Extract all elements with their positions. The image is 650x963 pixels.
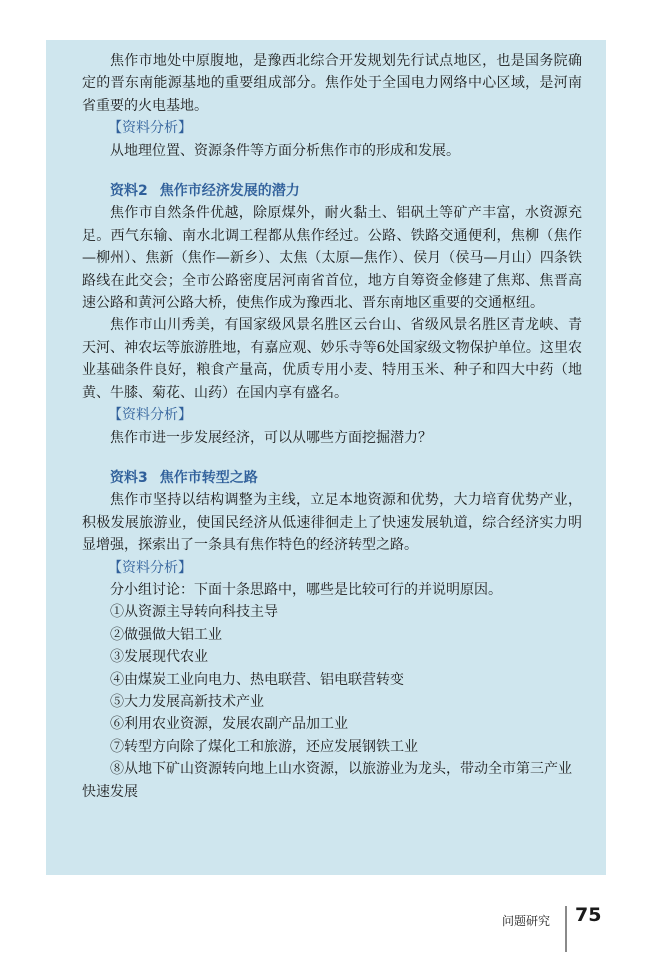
section-paragraph: 焦作市山川秀美，有国家级风景名胜区云台山、省级风景名胜区青龙峡、青天河、神农坛等旅游胜地，有嘉应观、妙乐寺等6处国家级文物保护单位。这里农业基础条件良好，粮食产量高，优质专用小麦、特用玉米、种子和四大中药（地黄、牛膝、菊花、山药）在国内享有盛名。 bbox=[82, 317, 582, 401]
discussion-prompt: 分小组讨论：下面十条思路中，哪些是比较可行的并说明原因。 bbox=[110, 581, 502, 598]
list-item: ③发展现代农业 bbox=[110, 649, 208, 666]
list-item: ④由煤炭工业向电力、热电联营、铝电联营转变 bbox=[110, 671, 404, 688]
section-heading bbox=[110, 467, 582, 489]
section-number: 资料3 bbox=[110, 469, 148, 486]
list-item: ⑥利用农业资源，发展农副产品加工业 bbox=[110, 716, 348, 733]
option-list bbox=[82, 601, 582, 803]
page-number: 75 bbox=[575, 904, 602, 926]
analysis-question: 从地理位置、资源条件等方面分析焦作市的形成和发展。 bbox=[110, 142, 460, 159]
footer-label: 问题研究 bbox=[501, 914, 550, 928]
analysis-question: 焦作市进一步发展经济，可以从哪些方面挖掘潜力？ bbox=[110, 429, 432, 446]
section-number: 资料2 bbox=[110, 183, 148, 200]
list-item: ⑦转型方向除了煤化工和旅游，还应发展钢铁工业 bbox=[110, 738, 418, 755]
intro-paragraph: 焦作市地处中原腹地，是豫西北综合开发规划先行试点地区，也是国务院确定的晋东南能源基地的重要组成部分。焦作处于全国电力网络中心区域，是河南省重要的火电基地。 bbox=[82, 53, 582, 114]
section-heading bbox=[110, 180, 582, 202]
section-paragraph: 焦作市坚持以结构调整为主线，立足本地资源和优势，大力培育优势产业，积极发展旅游业，使国民经济从低速徘徊走上了快速发展轨道，综合经济实力明显增强，探索出了一条具有焦作特色的经济转型之路。 bbox=[82, 492, 582, 554]
section-title: 焦作市转型之路 bbox=[159, 469, 258, 486]
page-footer bbox=[0, 906, 650, 946]
footer-divider bbox=[565, 906, 567, 952]
list-item: ⑧从地下矿山资源转向地上山水资源，以旅游业为龙头，带动全市第三产业快速发展 bbox=[82, 761, 572, 800]
list-item: ②做强做大铝工业 bbox=[110, 626, 222, 643]
analysis-tag: 【资料分析】 bbox=[108, 407, 192, 424]
section-paragraph: 焦作市自然条件优越，除原煤外，耐火黏土、铝矾土等矿产丰富，水资源充足。西气东输、南水北调工程都从焦作经过。公路、铁路交通便利，焦柳（焦作—柳州）、焦新（焦作—新乡）、太焦（太原—焦作）、侯月（侯马—月山）四条铁路线在此交会；全市公路密度居河南省首位，地方自筹资金修建了焦郑、焦晋高速公路和黄河公路大桥，使焦作成为豫西北、晋东南地区重要的交通枢纽。 bbox=[82, 205, 582, 312]
analysis-tag: 【资料分析】 bbox=[108, 559, 192, 576]
analysis-tag: 【资料分析】 bbox=[108, 120, 192, 137]
list-item: ①从资源主导转向科技主导 bbox=[110, 604, 278, 621]
list-item: ⑤大力发展高新技术产业 bbox=[110, 693, 264, 710]
content-panel bbox=[46, 40, 606, 875]
section-title: 焦作市经济发展的潜力 bbox=[159, 183, 300, 200]
